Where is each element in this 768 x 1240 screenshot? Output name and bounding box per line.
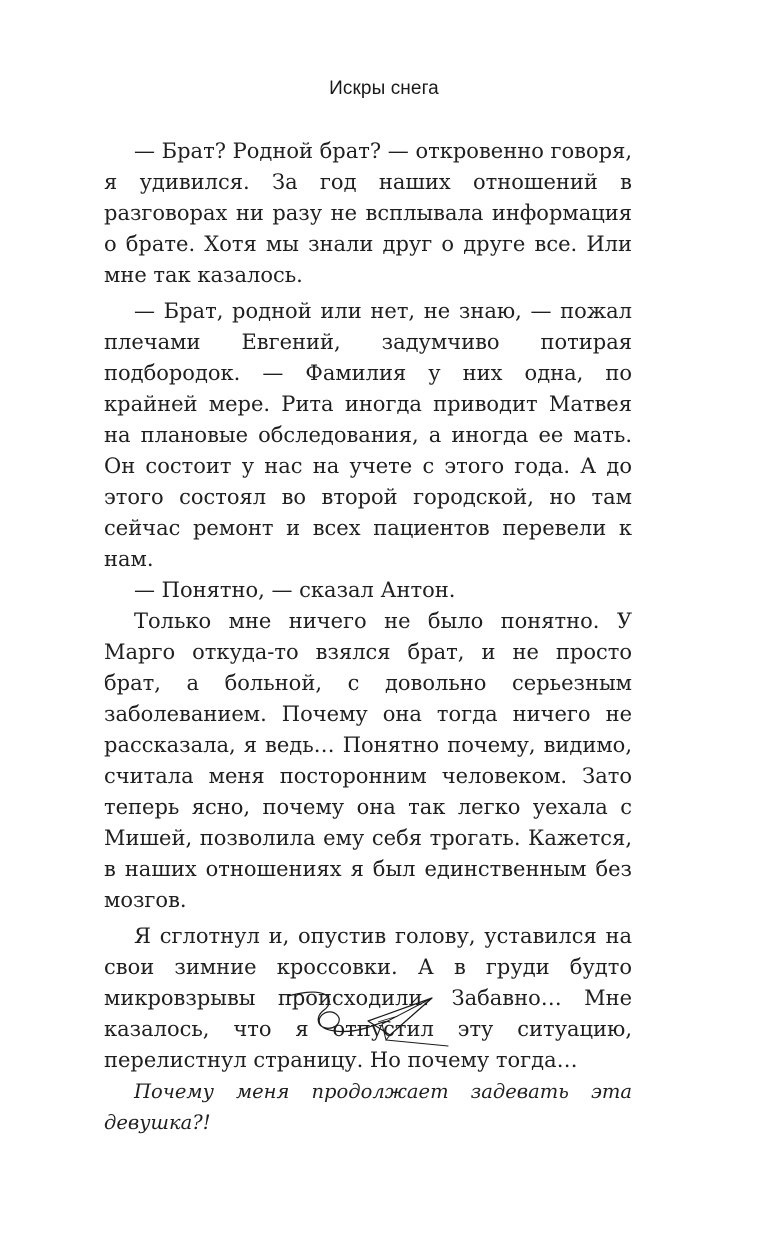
paragraph-1: — Брат? Родной брат? — откровенно говоря, я удивился. За год наших отношений в разговорах ни разу не всплывала информация о брате. Хотя мы знали друг о друге все. Или мне так казалось. bbox=[104, 139, 632, 287]
paper-plane-icon bbox=[286, 990, 452, 1052]
running-title: Искры снега bbox=[329, 78, 439, 99]
body-text bbox=[104, 136, 632, 1138]
paragraph-4: Только мне ничего не было понятно. У Марго откуда-то взялся брат, и не просто брат, а больной, с довольно серьезным заболеванием. Почему она тогда ничего не рассказала, я ведь… Понятно почему, видимо, считала меня посторонним человеком. Зато теперь ясно, почему она так легко уехала с Мишей, позволила ему себя трогать. Кажется, в наших отношениях я был единственным без мозгов. bbox=[104, 609, 632, 912]
paragraph-5: Я сглотнул и, опустив голову, уставился на свои зимние кроссовки. А в груди будто микровзрывы происходили. Забавно… Мне казалось, что я отпустил эту ситуацию, перелистнул страницу. Но почему тогда… bbox=[104, 924, 632, 1072]
paragraph-2: — Брат, родной или нет, не знаю, — пожал плечами Евгений, задумчиво потирая подбородок. — Фамилия у них одна, по крайней мере. Рита иногда приводит Матвея на плановые обследования, а иногда ее мать. Он состоит у нас на учете с этого года. А до этого состоял во второй городской, но там сейчас ремонт и всех пациентов перевели к нам. bbox=[104, 299, 632, 571]
paragraph-6-italic: Почему меня продолжает задевать эта девушка?! bbox=[104, 1080, 632, 1134]
paragraph-3: — Понятно, — сказал Антон. bbox=[134, 578, 456, 602]
